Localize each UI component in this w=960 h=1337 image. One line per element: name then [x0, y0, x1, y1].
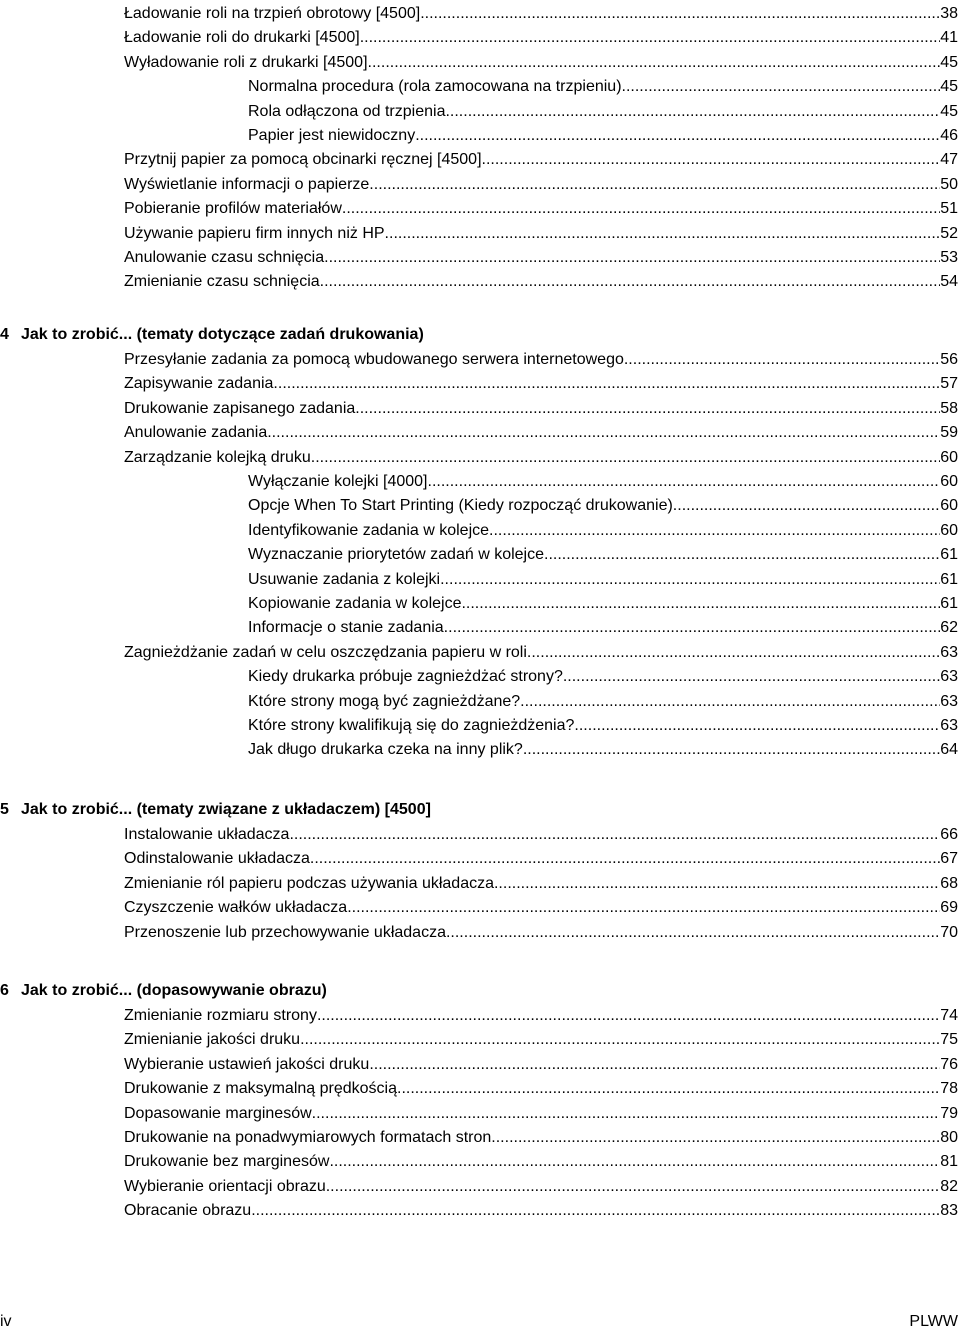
toc-entry-title: Drukowanie bez marginesów	[124, 1153, 330, 1171]
toc-entry-page: 69	[940, 899, 958, 917]
toc-entry-page: 61	[940, 570, 958, 588]
toc-entry-page: 46	[940, 127, 958, 144]
toc-entry-title: Zmienianie ról papieru podczas używania układacza	[124, 874, 494, 892]
dot-leader	[310, 847, 940, 871]
toc-entry-page: 45	[940, 53, 958, 71]
toc-entry-title: Jak długo drukarka czeka na inny plik?	[248, 741, 523, 759]
toc-entry-page: 61	[940, 595, 958, 612]
toc-entry[interactable]	[124, 1028, 958, 1052]
dot-leader	[289, 823, 940, 847]
toc-entry[interactable]	[248, 100, 958, 124]
toc-entry-title: Wyświetlanie informacji o papierze	[124, 175, 370, 193]
chapter-heading[interactable]	[0, 798, 431, 822]
dot-leader	[267, 421, 940, 445]
toc-entry[interactable]	[248, 714, 958, 738]
dot-leader	[428, 470, 941, 494]
toc-entry-page: 47	[940, 151, 958, 169]
dot-leader	[347, 896, 940, 920]
toc-entry-page: 58	[940, 399, 958, 417]
dot-leader	[461, 592, 940, 616]
dot-leader	[342, 197, 940, 221]
toc-entry-page: 82	[940, 1177, 958, 1195]
toc-entry-page: 83	[940, 1202, 958, 1220]
dot-leader	[415, 124, 940, 148]
toc-entry[interactable]	[248, 519, 958, 543]
dot-leader	[494, 872, 940, 896]
toc-entry-title: Kopiowanie zadania w kolejce	[248, 595, 462, 612]
toc-entry[interactable]	[124, 397, 958, 421]
toc-entry[interactable]	[124, 872, 958, 896]
toc-entry-title: Drukowanie na ponadwymiarowych formatach stron	[124, 1129, 492, 1146]
chapter-title: Jak to zrobić... (dopasowywanie obrazu)	[21, 982, 327, 999]
toc-entry-title: Opcje When To Start Printing (Kiedy rozpocząć drukowanie)	[248, 497, 673, 515]
toc-entry-page: 38	[940, 5, 958, 22]
toc-entry-title: Normalna procedura (rola zamocowana na trzpieniu)	[248, 78, 622, 96]
toc-entry[interactable]	[248, 470, 958, 494]
toc-entry[interactable]	[124, 823, 958, 847]
toc-entry[interactable]	[124, 1199, 958, 1223]
toc-entry-title: Zmienianie czasu schnięcia	[124, 273, 320, 291]
toc-entry-title: Papier jest niewidoczny	[248, 127, 416, 144]
toc-entry-title: Przesyłanie zadania za pomocą wbudowanego serwera internetowego	[124, 351, 624, 368]
toc-entry-title: Drukowanie zapisanego zadania	[124, 399, 356, 417]
dot-leader	[489, 519, 940, 543]
toc-entry-page: 60	[940, 448, 958, 466]
dot-leader	[369, 1053, 940, 1077]
dot-leader	[300, 1028, 940, 1052]
toc-entry[interactable]	[124, 446, 958, 470]
toc-entry-page: 68	[940, 874, 958, 892]
toc-entry-page: 79	[940, 1104, 958, 1122]
chapter-number: 6	[0, 982, 9, 999]
dot-leader	[527, 641, 940, 665]
toc-entry-page: 56	[940, 351, 958, 368]
toc-entry[interactable]	[124, 847, 958, 871]
toc-entry[interactable]	[124, 1053, 958, 1077]
dot-leader	[368, 51, 941, 75]
toc-entry-title: Wyłączanie kolejki [4000]	[248, 473, 428, 490]
toc-entry-page: 63	[940, 668, 958, 686]
toc-entry[interactable]	[248, 592, 958, 616]
toc-entry-page: 76	[940, 1055, 958, 1073]
toc-entry[interactable]	[124, 921, 958, 945]
toc-entry[interactable]	[248, 124, 958, 148]
toc-entry-page: 63	[940, 643, 958, 661]
toc-entry[interactable]	[124, 26, 958, 50]
dot-leader	[369, 173, 940, 197]
toc-entry[interactable]	[248, 665, 958, 689]
toc-entry-page: 45	[940, 78, 958, 96]
dot-leader	[273, 372, 940, 396]
toc-entry-page: 64	[940, 741, 958, 759]
toc-entry-title: Zagnieżdżanie zadań w celu oszczędzania papieru w roli	[124, 643, 527, 661]
toc-entry[interactable]	[248, 568, 958, 592]
toc-entry-page: 62	[940, 619, 958, 637]
toc-entry-page: 63	[940, 717, 958, 734]
dot-leader	[544, 543, 940, 567]
chapter-title: Jak to zrobić... (tematy związane z układaczem) [4500]	[21, 801, 431, 818]
toc-entry[interactable]	[248, 75, 958, 99]
toc-entry-title: Rola odłączona od trzpienia	[248, 102, 446, 120]
dot-leader	[385, 222, 941, 246]
toc-entry[interactable]	[124, 1077, 958, 1101]
toc-entry[interactable]	[124, 2, 958, 26]
toc-entry[interactable]	[248, 690, 958, 714]
toc-entry[interactable]	[124, 246, 958, 270]
toc-entry-title: Obracanie obrazu	[124, 1202, 252, 1220]
toc-entry[interactable]	[124, 222, 958, 246]
toc-entry-page: 80	[940, 1129, 958, 1146]
chapter-number: 4	[0, 326, 9, 343]
toc-entry-page: 52	[940, 224, 958, 242]
dot-leader	[324, 246, 940, 270]
toc-entry-title: Przytnij papier za pomocą obcinarki ręcznej [4500]	[124, 151, 482, 169]
toc-entry-title: Instalowanie układacza	[124, 826, 290, 843]
dot-leader	[444, 616, 941, 640]
toc-entry-page: 63	[940, 692, 958, 710]
toc-entry-page: 67	[940, 850, 958, 868]
toc-entry-title: Pobieranie profilów materiałów	[124, 200, 342, 218]
toc-entry-title: Które strony mogą być zagnieżdżane?	[248, 692, 521, 710]
toc-entry-title: Informacje o stanie zadania	[248, 619, 444, 637]
toc-entry-page: 50	[940, 175, 958, 193]
toc-entry-page: 61	[940, 546, 958, 564]
toc-entry[interactable]	[124, 197, 958, 221]
toc-entry-title: Ładowanie roli na trzpień obrotowy [4500]	[124, 5, 421, 22]
toc-entry-title: Odinstalowanie układacza	[124, 850, 310, 868]
toc-entry-title: Czyszczenie wałków układacza	[124, 899, 348, 917]
toc-entry-title: Przenoszenie lub przechowywanie układacza	[124, 923, 446, 941]
toc-entry-page: 41	[940, 29, 958, 47]
toc-entry-title: Zmienianie rozmiaru strony	[124, 1007, 317, 1024]
toc-entry[interactable]	[124, 51, 958, 75]
dot-leader	[329, 1150, 940, 1174]
toc-entry-page: 81	[940, 1153, 958, 1171]
toc-entry-title: Wyładowanie roli z drukarki [4500]	[124, 53, 368, 71]
toc-entry[interactable]	[124, 1004, 958, 1028]
dot-leader	[445, 100, 940, 124]
footer-doc-id: PLWW	[909, 1313, 958, 1330]
toc-entry[interactable]	[124, 270, 958, 294]
toc-entry[interactable]	[124, 1102, 958, 1126]
toc-entry-title: Wyznaczanie priorytetów zadań w kolejce	[248, 546, 544, 564]
toc-entry-page: 60	[940, 473, 958, 490]
toc-entry-page: 53	[940, 249, 958, 266]
toc-entry-page: 54	[940, 273, 958, 291]
toc-entry-title: Anulowanie czasu schnięcia	[124, 249, 325, 266]
toc-entry-title: Usuwanie zadania z kolejki	[248, 570, 441, 588]
toc-entry[interactable]	[248, 494, 958, 518]
dot-leader	[311, 446, 940, 470]
dot-leader	[622, 75, 941, 99]
chapter-heading[interactable]	[0, 323, 424, 347]
toc-entry-title: Drukowanie z maksymalną prędkością	[124, 1080, 397, 1098]
toc-entry-title: Anulowanie zadania	[124, 424, 268, 442]
toc-entry-title: Wybieranie ustawień jakości druku	[124, 1055, 370, 1073]
chapter-title: Jak to zrobić... (tematy dotyczące zadań drukowania)	[21, 326, 424, 343]
dot-leader	[446, 921, 940, 945]
toc-entry[interactable]	[124, 896, 958, 920]
dot-leader	[491, 1126, 940, 1150]
toc-entry[interactable]	[124, 1150, 958, 1174]
toc-entry-page: 66	[940, 826, 958, 843]
toc-entry[interactable]	[248, 616, 958, 640]
toc-entry-page: 78	[940, 1080, 958, 1098]
toc-entry-title: Które strony kwalifikują się do zagnieżdżenia?	[248, 717, 575, 734]
toc-entry[interactable]	[124, 1175, 958, 1199]
toc-entry-title: Używanie papieru firm innych niż HP	[124, 224, 385, 242]
toc-entry[interactable]	[124, 173, 958, 197]
dot-leader	[320, 270, 941, 294]
toc-entry-title: Zapisywanie zadania	[124, 375, 274, 393]
dot-leader	[482, 148, 941, 172]
toc-entry-page: 70	[940, 923, 958, 941]
toc-entry-page: 60	[940, 521, 958, 539]
toc-entry-page: 75	[940, 1031, 958, 1049]
toc-entry-page: 57	[940, 375, 958, 393]
dot-leader	[360, 26, 941, 50]
toc-entry[interactable]	[124, 372, 958, 396]
toc-entry[interactable]	[248, 738, 958, 762]
toc-entry-title: Kiedy drukarka próbuje zagnieżdżać strony?	[248, 668, 563, 686]
toc-entry[interactable]	[124, 148, 958, 172]
dot-leader	[317, 1004, 940, 1028]
dot-leader	[624, 348, 940, 372]
dot-leader	[520, 690, 940, 714]
dot-leader	[563, 665, 940, 689]
toc-entry-title: Dopasowanie marginesów	[124, 1104, 312, 1122]
toc-entry-title: Ładowanie roli do drukarki [4500]	[124, 29, 360, 47]
dot-leader	[397, 1077, 940, 1101]
toc-entry-page: 59	[940, 424, 958, 442]
toc-entry-page: 51	[940, 200, 958, 218]
dot-leader	[251, 1199, 940, 1223]
toc-entry[interactable]	[124, 421, 958, 445]
toc-entry-page: 45	[940, 102, 958, 120]
footer-page-number: iv	[0, 1313, 12, 1330]
toc-entry[interactable]	[248, 543, 958, 567]
dot-leader	[440, 568, 940, 592]
toc-entry-page: 74	[940, 1007, 958, 1024]
toc-entry-title: Wybieranie orientacji obrazu	[124, 1177, 326, 1195]
chapter-heading[interactable]	[0, 979, 327, 1003]
dot-leader	[523, 738, 940, 762]
toc-entry-title: Zmienianie jakości druku	[124, 1031, 301, 1049]
chapter-number: 5	[0, 801, 9, 818]
toc-entry-page: 60	[940, 497, 958, 515]
dot-leader	[312, 1102, 941, 1126]
toc-entry[interactable]	[124, 1126, 958, 1150]
toc-entry-title: Zarządzanie kolejką druku	[124, 448, 311, 466]
dot-leader	[326, 1175, 940, 1199]
dot-leader	[420, 2, 940, 26]
toc-entry[interactable]	[124, 348, 958, 372]
dot-leader	[673, 494, 940, 518]
toc-entry-title: Identyfikowanie zadania w kolejce	[248, 521, 490, 539]
dot-leader	[355, 397, 940, 421]
dot-leader	[574, 714, 940, 738]
toc-entry[interactable]	[124, 641, 958, 665]
